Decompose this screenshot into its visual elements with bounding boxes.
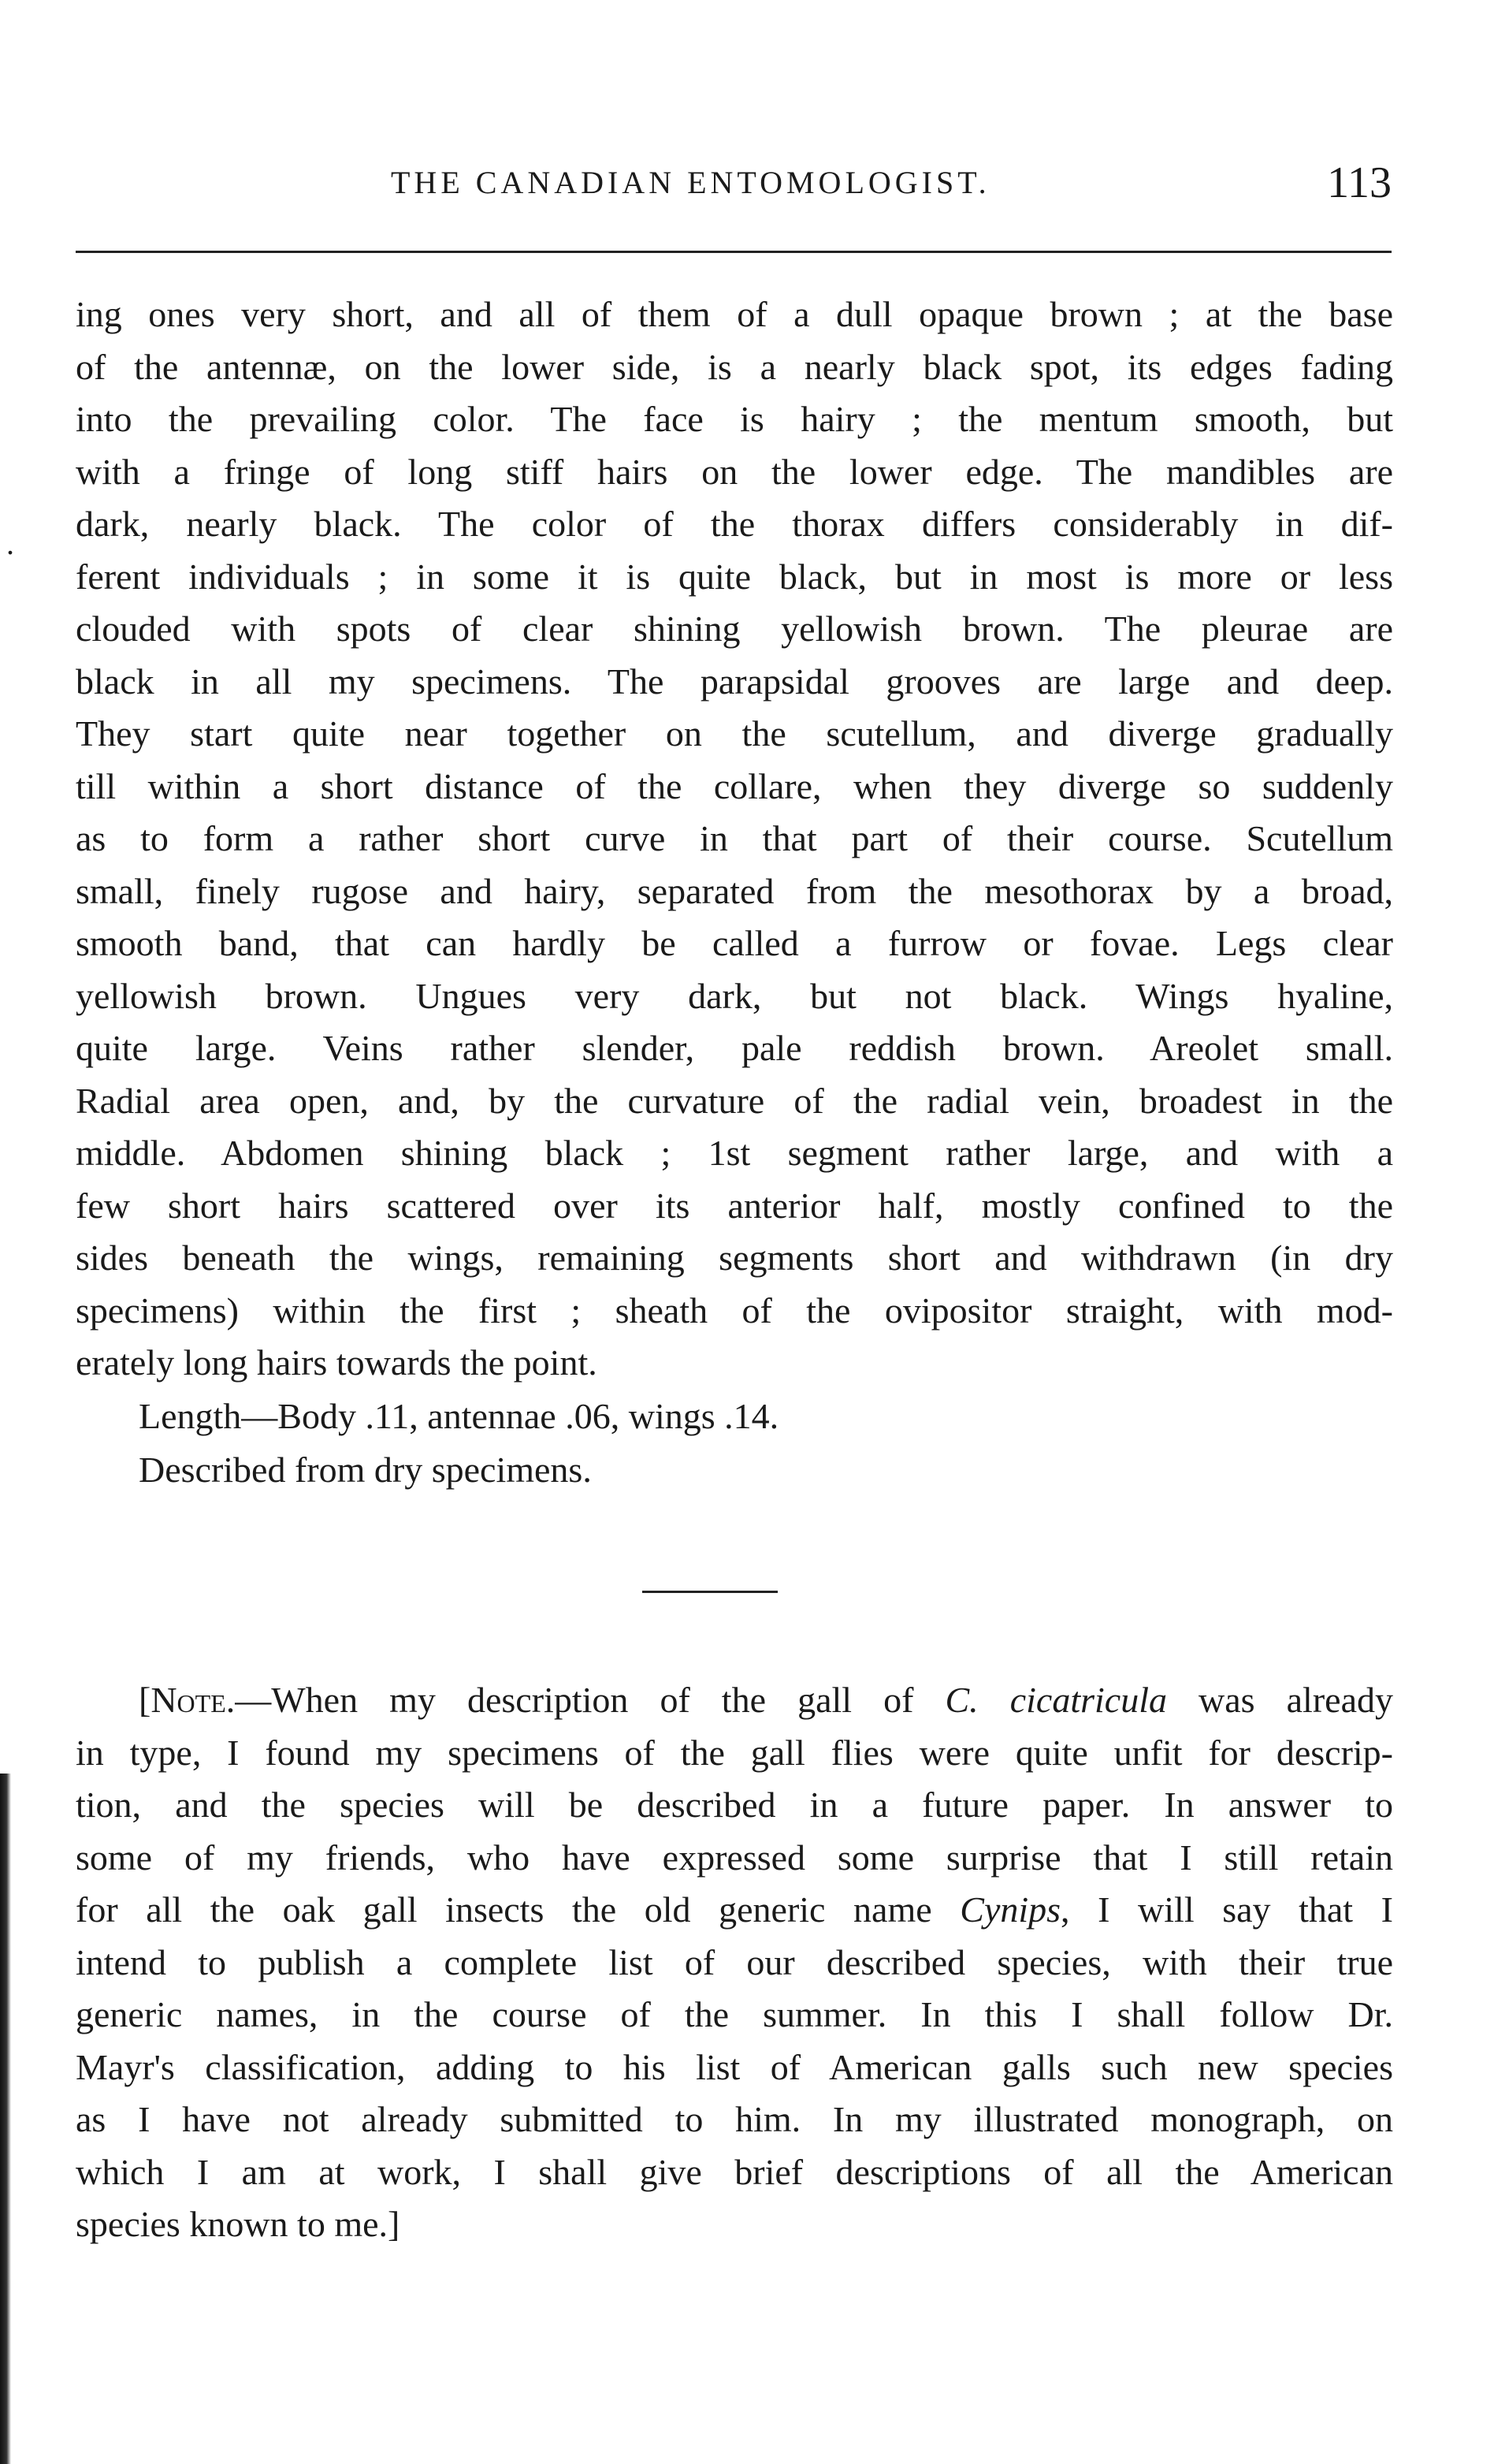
text-line: generic names, in the course of the summer. In this I shall follow Dr. [76, 1994, 1393, 2034]
text-line: some of my friends, who have expressed some surprise that I still retain [76, 1837, 1393, 1878]
species-name: C. cicatricula [945, 1680, 1167, 1720]
note-line-genus [76, 1884, 1393, 1937]
text-line: sides beneath the wings, remaining segments short and withdrawn (in dry [76, 1238, 1393, 1278]
text-line: specimens) within the first ; sheath of the ovipositor straight, with mod- [76, 1290, 1393, 1331]
text-line: species known to me.] [76, 2204, 400, 2244]
text-line: Radial area open, and, by the curvature of the radial vein, broadest in the [76, 1080, 1393, 1121]
main-paragraph [76, 288, 1393, 1390]
note-paragraph [76, 1674, 1393, 2251]
text-line: with a fringe of long stiff hairs on the lower edge. The mandibles are [76, 451, 1393, 492]
text-line: yellowish brown. Ungues very dark, but not black. Wings hyaline, [76, 975, 1393, 1016]
running-title: THE CANADIAN ENTOMOLOGIST. [391, 165, 990, 200]
text-line: till within a short distance of the collare, when they diverge so suddenly [76, 765, 1393, 806]
text-line: quite large. Veins rather slender, pale reddish brown. Areolet small. [76, 1028, 1393, 1068]
page-binding-shadow [0, 1774, 11, 2464]
note-text-fragment: was already [1166, 1680, 1393, 1720]
header-rule [76, 251, 1392, 253]
open-bracket: [ [139, 1680, 151, 1720]
described-line: Described from dry specimens. [139, 1450, 592, 1490]
text-line: ferent individuals ; in some it is quite black, but in most is more or less [76, 556, 1393, 597]
text-line: few short hairs scattered over its anterior half, mostly confined to the [76, 1185, 1393, 1226]
text-line: of the antennæ, on the lower side, is a nearly black spot, its edges fading [76, 346, 1393, 387]
margin-mark: . [6, 526, 14, 561]
text-line: ing ones very short, and all of them of a dull opaque brown ; at the base [76, 294, 1393, 334]
text-line: tion, and the species will be described in a future paper. In answer to [76, 1785, 1393, 1825]
described-paragraph [76, 1444, 1393, 1497]
section-divider [642, 1591, 778, 1593]
note-text-fragment: .—When my description of the gall of [225, 1680, 946, 1720]
note-line-first [76, 1674, 1393, 1727]
text-line: into the prevailing color. The face is hairy ; the mentum smooth, but [76, 399, 1393, 439]
text-line: dark, nearly black. The color of the thorax differs considerably in dif- [76, 504, 1393, 544]
text-line: in type, I found my specimens of the gall flies were quite unfit for descrip- [76, 1732, 1393, 1773]
measurements-paragraph [76, 1390, 1393, 1443]
running-head [76, 158, 1392, 213]
text-line: which I am at work, I shall give brief descriptions of all the American [76, 2151, 1393, 2192]
text-line: small, finely rugose and hairy, separated from the mesothorax by a broad, [76, 870, 1393, 911]
text-line: They start quite near together on the scutellum, and diverge gradually [76, 713, 1393, 754]
text-line: Mayr's classification, adding to his list of American galls such new species [76, 2046, 1393, 2087]
note-text-fragment: , I will say that I [1061, 1889, 1393, 1930]
page-number: 113 [1327, 158, 1392, 207]
measurements-line: Length—Body .11, antennae .06, wings .14. [139, 1396, 779, 1436]
text-line: black in all my specimens. The parapsidal grooves are large and deep. [76, 661, 1393, 702]
text-line: middle. Abdomen shining black ; 1st segment rather large, and with a [76, 1133, 1393, 1173]
genus-name: Cynips [960, 1889, 1061, 1930]
note-label: Note [151, 1680, 226, 1720]
text-line: erately long hairs towards the point. [76, 1342, 597, 1383]
text-line: intend to publish a complete list of our described species, with their true [76, 1941, 1393, 1982]
text-line: clouded with spots of clear shining yellowish brown. The pleurae are [76, 609, 1393, 649]
text-line: as I have not already submitted to him. In my illustrated monograph, on [76, 2099, 1393, 2139]
text-line: as to form a rather short curve in that part of their course. Scutellum [76, 818, 1393, 858]
text-line: smooth band, that can hardly be called a furrow or fovae. Legs clear [76, 923, 1393, 963]
note-text-fragment: for all the oak gall insects the old generic name [76, 1889, 961, 1930]
